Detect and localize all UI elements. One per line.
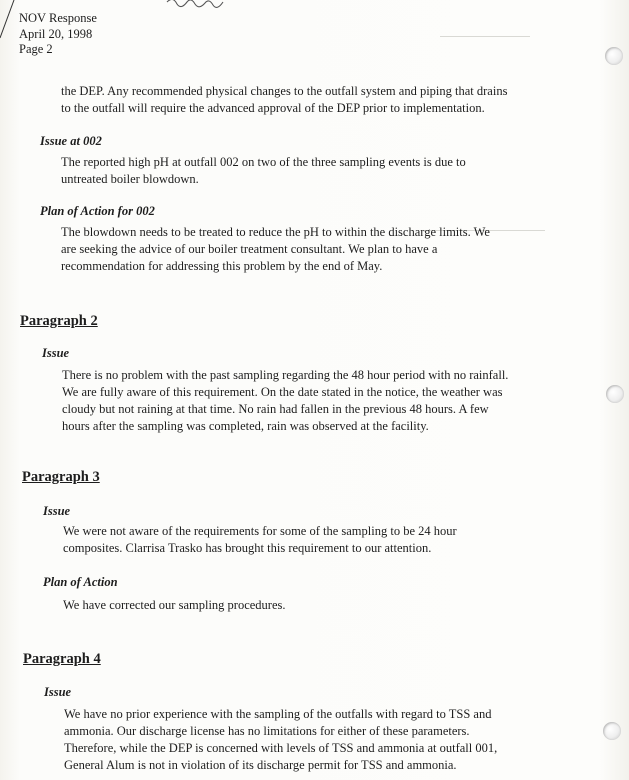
paragraph-3-heading: Paragraph 3 — [22, 469, 100, 485]
plan-002-text — [61, 224, 490, 275]
punch-hole-middle — [606, 385, 624, 403]
text-line: ammonia. Our discharge license has no limitations for either of these parameters. — [64, 724, 470, 738]
text-line: We have no prior experience with the sampling of the outfalls with regard to TSS and — [64, 707, 492, 721]
text-line: hours after the sampling was completed, rain was observed at the facility. — [62, 419, 429, 433]
header-title: NOV Response — [19, 11, 97, 25]
paragraph-4-issue-label: Issue — [44, 685, 72, 699]
text-line: We were not aware of the requirements for some of the sampling to be 24 hour — [63, 524, 457, 538]
issue-002-label: Issue at 002 — [40, 134, 102, 148]
paragraph-3-plan-label: Plan of Action — [43, 575, 118, 589]
paragraph-2-issue-text — [62, 367, 508, 435]
paragraph-4-heading: Paragraph 4 — [23, 651, 101, 667]
document-header — [19, 11, 97, 58]
paragraph-3-issue-label: Issue — [43, 504, 71, 518]
plan-002-label: Plan of Action for 002 — [40, 204, 155, 218]
header-date: April 20, 1998 — [19, 26, 93, 41]
paragraph-3-issue-text — [63, 523, 457, 557]
paragraph-2-issue-label: Issue — [42, 346, 70, 360]
text-line: untreated boiler blowdown. — [61, 172, 199, 186]
text-line: General Alum is not in violation of its discharge permit for TSS and ammonia. — [64, 758, 457, 772]
punch-hole-bottom — [603, 722, 621, 740]
text-line: The reported high pH at outfall 002 on two of the three sampling events is due to — [61, 155, 466, 169]
text-line: Therefore, while the DEP is concerned with levels of TSS and ammonia at outfall 001, — [64, 741, 498, 755]
paragraph-2-heading: Paragraph 2 — [20, 313, 98, 329]
text-line: the DEP. Any recommended physical changes to the outfall system and piping that drains — [61, 84, 508, 98]
paragraph-3-plan-text — [63, 597, 286, 614]
text-line: The blowdown needs to be treated to reduce the pH to within the discharge limits. We — [61, 225, 490, 239]
text-line: to the outfall will require the advanced approval of the DEP prior to implementation. — [61, 101, 485, 115]
continued-paragraph — [61, 83, 507, 117]
punch-hole-top — [605, 47, 623, 65]
text-line: are seeking the advice of our boiler treatment consultant. We plan to have a — [61, 242, 438, 256]
text-line: cloudy but not raining at that time. No rain had fallen in the previous 48 hours. A few — [62, 402, 489, 416]
text-line: We have corrected our sampling procedures. — [63, 598, 286, 612]
header-page-number: Page 2 — [19, 42, 53, 56]
text-line: We are fully aware of this requirement. On the date stated in the notice, the weather was — [62, 385, 503, 399]
text-line: There is no problem with the past sampling regarding the 48 hour period with no rainfall. — [62, 368, 509, 382]
text-line: recommendation for addressing this problem by the end of May. — [61, 259, 383, 273]
paragraph-4-issue-text — [64, 706, 497, 774]
text-line: composites. Clarrisa Trasko has brought this requirement to our attention. — [63, 541, 432, 555]
issue-002-text — [61, 154, 466, 188]
faint-bleed-through — [440, 36, 530, 37]
handwritten-mark — [165, 0, 235, 14]
